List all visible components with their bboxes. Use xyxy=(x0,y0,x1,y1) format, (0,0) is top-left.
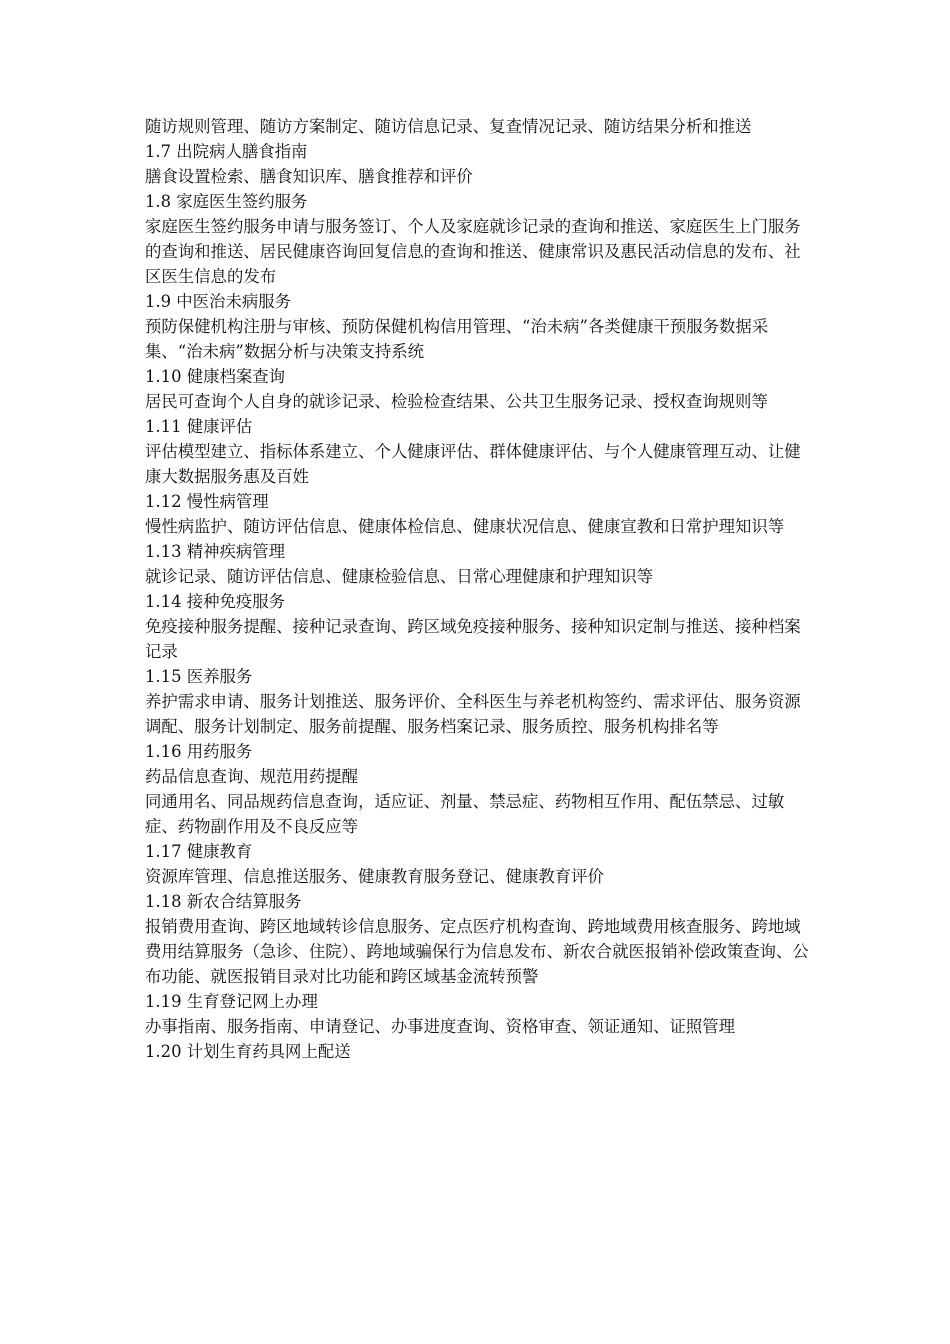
section-heading: 1.9 中医治未病服务 xyxy=(145,292,292,311)
body-paragraph: 资源库管理、信息推送服务、健康教育服务登记、健康教育评价 xyxy=(145,867,604,886)
body-paragraph: 家庭医生签约服务申请与服务签订、个人及家庭就诊记录的查询和推送、家庭医生上门服务的查询和推送、居民健康咨询回复信息的查询和推送、健康常识及惠民活动信息的发布、社区医生信息的发布 xyxy=(145,217,801,286)
section-heading: 1.7 出院病人膳食指南 xyxy=(145,142,308,161)
body-paragraph: 膳食设置检索、膳食知识库、膳食推荐和评价 xyxy=(145,167,473,186)
section-heading: 1.13 精神疾病管理 xyxy=(145,542,286,561)
section-heading: 1.10 健康档案查询 xyxy=(145,367,286,386)
section-heading: 1.15 医养服务 xyxy=(145,667,253,686)
section-heading: 1.18 新农合结算服务 xyxy=(145,892,302,911)
document-page xyxy=(145,114,815,1064)
body-paragraph: 随访规则管理、随访方案制定、随访信息记录、复查情况记录、随访结果分析和推送 xyxy=(145,117,752,136)
body-paragraph: 报销费用查询、跨区地域转诊信息服务、定点医疗机构查询、跨地域费用核查服务、跨地域费用结算服务（急诊、住院）、跨地域骗保行为信息发布、新农合就医报销补偿政策查询、公布功能、就医报销目录对比功能和跨区域基金流转预警 xyxy=(145,917,809,986)
body-paragraph: 同通用名、同品规药信息查询，适应证、剂量、禁忌症、药物相互作用、配伍禁忌、过敏症、药物副作用及不良反应等 xyxy=(145,792,785,836)
section-heading: 1.17 健康教育 xyxy=(145,842,253,861)
section-heading: 1.14 接种免疫服务 xyxy=(145,592,286,611)
section-heading: 1.20 计划生育药具网上配送 xyxy=(145,1042,351,1061)
body-paragraph: 评估模型建立、指标体系建立、个人健康评估、群体健康评估、与个人健康管理互动、让健康大数据服务惠及百姓 xyxy=(145,442,801,486)
section-heading: 1.19 生育登记网上办理 xyxy=(145,992,318,1011)
body-paragraph: 养护需求申请、服务计划推送、服务评价、全科医生与养老机构签约、需求评估、服务资源调配、服务计划制定、服务前提醒、服务档案记录、服务质控、服务机构排名等 xyxy=(145,692,801,736)
section-heading: 1.16 用药服务 xyxy=(145,742,253,761)
body-paragraph: 免疫接种服务提醒、接种记录查询、跨区域免疫接种服务、接种知识定制与推送、接种档案记录 xyxy=(145,617,801,661)
body-paragraph: 办事指南、服务指南、申请登记、办事进度查询、资格审查、领证通知、证照管理 xyxy=(145,1017,736,1036)
section-heading: 1.12 慢性病管理 xyxy=(145,492,269,511)
body-paragraph: 预防保健机构注册与审核、预防保健机构信用管理、“治未病”各类健康干预服务数据采集、“治未病”数据分析与决策支持系统 xyxy=(145,317,769,361)
body-paragraph: 药品信息查询、规范用药提醒 xyxy=(145,767,359,786)
body-paragraph: 就诊记录、随访评估信息、健康检验信息、日常心理健康和护理知识等 xyxy=(145,567,654,586)
body-paragraph: 居民可查询个人自身的就诊记录、检验检查结果、公共卫生服务记录、授权查询规则等 xyxy=(145,392,768,411)
section-heading: 1.11 健康评估 xyxy=(145,417,253,436)
section-heading: 1.8 家庭医生签约服务 xyxy=(145,192,308,211)
body-paragraph: 慢性病监护、随访评估信息、健康体检信息、健康状况信息、健康宣教和日常护理知识等 xyxy=(145,517,785,536)
